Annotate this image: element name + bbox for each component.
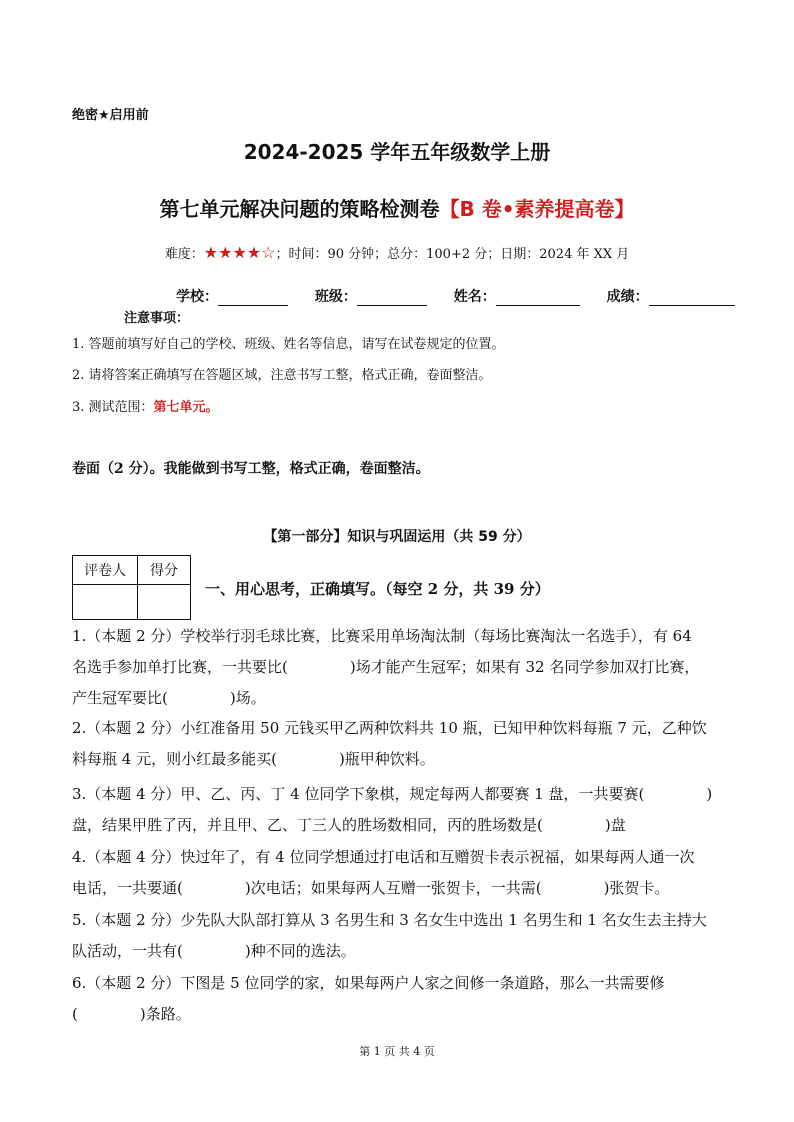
class-label: 班级：: [314, 289, 357, 305]
question-4-line-2: [72, 873, 722, 903]
question-6-line-1: 6.（本题 2 分）下图是 5 位同学的家，如果每两户人家之间修一条道路，那么一共需要修: [72, 974, 665, 992]
question-text: (: [72, 1005, 78, 1023]
question-1-line-3: [72, 683, 722, 713]
exam-title-main: 第七单元解决问题的策略检测卷: [159, 197, 440, 221]
star-filled-icon: ★★★★: [203, 243, 262, 262]
question-text: 名选手参加单打比赛，一共要比(: [72, 658, 288, 676]
question-2-line-1: 2.（本题 2 分）小红准备用 50 元钱买甲乙两种饮料共 10 瓶，已知甲种饮料每瓶 7 元，乙种饮: [72, 719, 707, 737]
question-text: 产生冠军要比(: [72, 689, 168, 707]
question-text: 电话，一共要通(: [72, 879, 183, 897]
notice-item-3-prefix: 3. 测试范围：: [72, 400, 154, 415]
question-text: 料每瓶 4 元，则小红最多能买(: [72, 750, 277, 768]
exam-title-line1: 2024-2025 学年五年级数学上册: [243, 140, 551, 164]
name-field[interactable]: [496, 291, 580, 306]
meta-details: ；时间：90 分钟；总分：100+2 分；日期：2024 年 XX 月: [275, 247, 630, 262]
question-text: )瓶甲种饮料。: [338, 750, 435, 768]
school-field[interactable]: [218, 291, 288, 306]
exam-meta: [0, 243, 794, 262]
question-text: )场才能产生冠军；如果有 32 名同学参加双打比赛，: [349, 658, 700, 676]
page-footer: 第 1 页 共 4 页: [359, 1045, 435, 1058]
question-1-line-1: 1.（本题 2 分）学校举行羽毛球比赛，比赛采用单场淘汰制（每场比赛淘汰一名选手），有 64: [72, 627, 692, 645]
result-label: 成绩：: [606, 289, 649, 305]
exam-title-line2: [0, 193, 794, 222]
question-5-line-2: [72, 936, 722, 966]
grader-cell[interactable]: [73, 585, 138, 620]
question-text: 盘，结果甲胜了丙，并且甲、乙、丁三人的胜场数相同，丙的胜场数是(: [72, 816, 543, 834]
question-4-line-1: 4.（本题 4 分）快过年了，有 4 位同学想通过打电话和互赠贺卡表示祝福，如果每两人通一次: [72, 848, 695, 866]
school-label: 学校：: [176, 289, 218, 305]
notice-item-3: [72, 396, 219, 415]
neatness-score-line: 卷面（2 分）。我能做到书写工整，格式正确，卷面整洁。: [72, 461, 430, 477]
grader-table: [72, 555, 191, 620]
section-one-heading: 一、用心思考，正确填写。（每空 2 分，共 39 分）: [205, 580, 550, 598]
question-text: ): [706, 785, 713, 803]
score-header: 得分: [138, 556, 191, 585]
notice-title: 注意事项：: [124, 311, 190, 326]
result-field[interactable]: [649, 291, 735, 306]
question-text: )种不同的选法。: [244, 942, 356, 960]
question-2-line-2: [72, 744, 722, 774]
question-text: )张贺卡。: [603, 879, 670, 897]
question-6-line-2: [72, 999, 722, 1029]
part-one-heading: 【第一部分】知识与巩固运用（共 59 分）: [263, 529, 531, 545]
test-scope: 第七单元。: [153, 400, 219, 415]
question-text: )次电话；如果每两人互赠一张贺卡，一共需(: [244, 879, 542, 897]
difficulty-label: 难度：: [164, 247, 204, 262]
notice-item-1: 1. 答题前填写好自己的学校、班级、姓名等信息，请写在试卷规定的位置。: [72, 337, 505, 352]
notice-item-2: 2. 请将答案正确填写在答题区域，注意书写工整，格式正确，卷面整洁。: [72, 368, 492, 383]
question-text: 队活动，一共有(: [72, 942, 183, 960]
question-3-line-1: [72, 779, 722, 809]
question-text: 3.（本题 4 分）甲、乙、丙、丁 4 位同学下象棋，规定每两人都要赛 1 盘，一共要赛(: [72, 785, 645, 803]
exam-title-tag: 【B 卷•素养提高卷】: [439, 197, 635, 221]
question-text: )条路。: [139, 1005, 191, 1023]
question-5-line-1: 5.（本题 2 分）少先队大队部打算从 3 名男生和 3 名女生中选出 1 名男生和 1 名女生去主持大: [72, 911, 707, 929]
name-label: 姓名：: [453, 289, 496, 305]
question-3-line-2: [72, 810, 722, 840]
star-empty-icon: ☆: [261, 243, 276, 262]
student-info-row: [176, 286, 735, 306]
question-text: )盘: [604, 816, 626, 834]
confidential-label: 绝密★启用前: [72, 108, 149, 123]
question-1-line-2: [72, 652, 722, 682]
score-cell[interactable]: [138, 585, 191, 620]
grader-header: 评卷人: [73, 556, 138, 585]
question-text: )场。: [229, 689, 266, 707]
class-field[interactable]: [357, 291, 427, 306]
